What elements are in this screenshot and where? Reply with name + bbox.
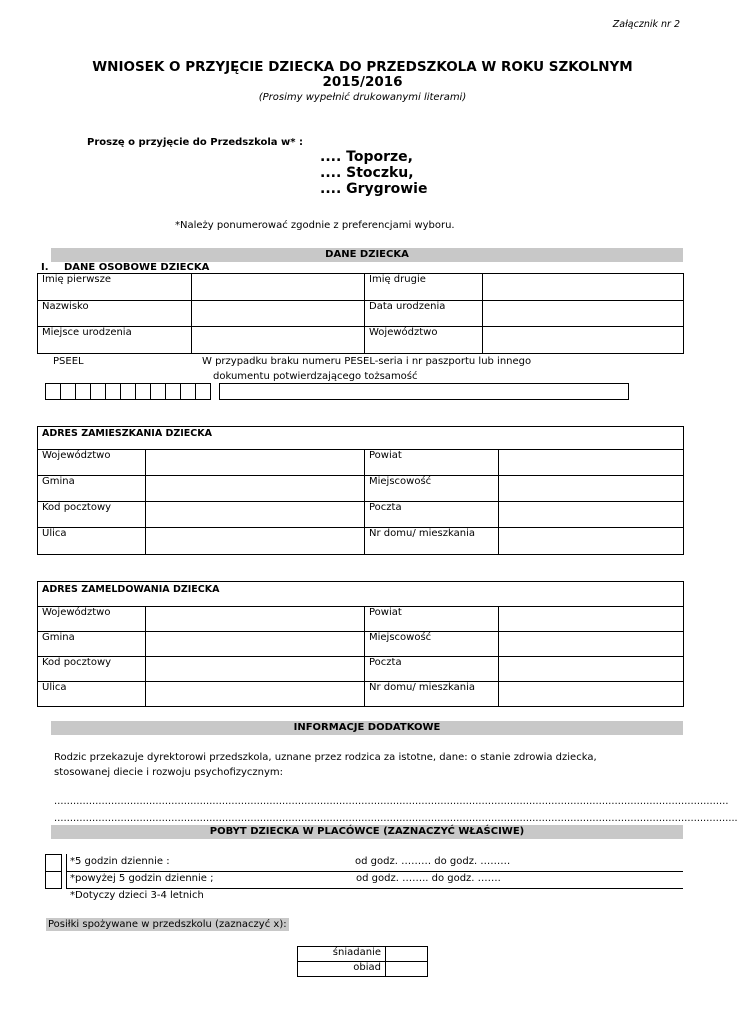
- registered-address-table: [37, 581, 684, 707]
- section-child-header: DANE DZIECKA: [51, 248, 683, 262]
- registered-county-input[interactable]: [499, 607, 684, 632]
- residence-post-office-input[interactable]: [499, 502, 684, 528]
- pesel-note-line2: dokumentu potwierdzającego tożsamość: [213, 371, 418, 382]
- form-title-line1: WNIOSEK O PRZYJĘCIE DZIECKA DO PRZEDSZKOLA W ROKU SZKOLNYM: [92, 59, 633, 75]
- field-label: Gmina: [38, 476, 146, 502]
- form-subtitle: (Prosimy wypełnić drukowanymi literami): [258, 92, 467, 103]
- registered-street-input[interactable]: [146, 682, 365, 707]
- field-label: Województwo: [38, 607, 146, 632]
- preschool-option[interactable]: .... Grygrowie: [320, 181, 428, 197]
- registered-voivodeship-input[interactable]: [146, 607, 365, 632]
- meal-label: śniadanie: [298, 947, 386, 962]
- pesel-label: PSEEL: [53, 356, 84, 367]
- preschool-option[interactable]: .... Stoczku,: [320, 165, 414, 181]
- section-additional-header: INFORMACJE DODATKOWE: [51, 721, 683, 735]
- first-name-input[interactable]: [192, 274, 365, 301]
- field-label: Poczta: [365, 502, 499, 528]
- additional-text-line1: Rodzic przekazuje dyrektorowi przedszkola, uznane przez rodzica za istotne, dane: o stanie zdrowia dziecka,: [54, 752, 597, 763]
- field-label: Miejscowość: [365, 632, 499, 657]
- registered-house-number-input[interactable]: [499, 682, 684, 707]
- pesel-digit-box[interactable]: [120, 383, 136, 400]
- meals-label: Posiłki spożywane w przedszkolu (zaznaczyć x):: [48, 919, 287, 930]
- preschool-option[interactable]: .... Toporze,: [320, 149, 413, 165]
- pesel-digit-box[interactable]: [105, 383, 121, 400]
- residence-county-input[interactable]: [499, 450, 684, 476]
- stay-row-divider: [66, 871, 683, 872]
- field-label: Imię drugie: [365, 274, 483, 301]
- breakfast-checkbox[interactable]: [386, 947, 428, 962]
- voivodeship-input[interactable]: [483, 327, 684, 354]
- field-label: Data urodzenia: [365, 301, 483, 327]
- second-name-input[interactable]: [483, 274, 684, 301]
- residence-house-number-input[interactable]: [499, 528, 684, 555]
- residence-commune-input[interactable]: [146, 476, 365, 502]
- request-label: Proszę o przyjęcie do Przedszkola w* :: [87, 137, 303, 148]
- stay-option-label: *5 godzin dziennie :: [70, 856, 170, 867]
- registered-address-heading: ADRES ZAMELDOWANIA DZIECKA: [38, 582, 684, 607]
- field-label: Gmina: [38, 632, 146, 657]
- additional-text-line2: stosowanej diecie i rozwoju psychofizycznym:: [54, 767, 284, 778]
- pesel-digit-box[interactable]: [165, 383, 181, 400]
- residence-locality-input[interactable]: [499, 476, 684, 502]
- field-label: Powiat: [365, 607, 499, 632]
- residence-voivodeship-input[interactable]: [146, 450, 365, 476]
- pesel-digit-box[interactable]: [45, 383, 61, 400]
- registered-locality-input[interactable]: [499, 632, 684, 657]
- meals-table: [297, 946, 428, 977]
- registered-commune-input[interactable]: [146, 632, 365, 657]
- surname-input[interactable]: [192, 301, 365, 327]
- personal-heading-number: I.: [41, 262, 49, 273]
- field-label: Województwo: [38, 450, 146, 476]
- form-title-line2: 2015/2016: [322, 74, 403, 90]
- registered-postal-code-input[interactable]: [146, 657, 365, 682]
- stay-note: *Dotyczy dzieci 3-4 letnich: [70, 890, 204, 901]
- meal-label: obiad: [298, 962, 386, 977]
- personal-heading: DANE OSOBOWE DZIECKA: [64, 262, 210, 273]
- field-label: Powiat: [365, 450, 499, 476]
- registered-post-office-input[interactable]: [499, 657, 684, 682]
- residence-postal-code-input[interactable]: [146, 502, 365, 528]
- birth-place-input[interactable]: [192, 327, 365, 354]
- field-label: Miejsce urodzenia: [38, 327, 192, 354]
- section-stay-header: POBYT DZIECKA W PLACÓWCE (ZAZNACZYĆ WŁAŚCIWE): [51, 825, 683, 839]
- field-label: Nr domu/ mieszkania: [365, 528, 499, 555]
- field-label: Ulica: [38, 682, 146, 707]
- pesel-digit-box[interactable]: [195, 383, 211, 400]
- residence-street-input[interactable]: [146, 528, 365, 555]
- residence-address-table: [37, 426, 684, 555]
- stay-5h-checkbox[interactable]: [45, 854, 62, 872]
- field-label: Województwo: [365, 327, 483, 354]
- field-label: Miejscowość: [365, 476, 499, 502]
- stay-option-hours[interactable]: od godz. …….. do godz. …….: [356, 873, 501, 884]
- additional-info-line[interactable]: ……………………………………………………………………………………………………………………………………………………………………………………………: [54, 796, 729, 807]
- stay-option-label: *powyżej 5 godzin dziennie ;: [70, 873, 214, 884]
- field-label: Kod pocztowy: [38, 657, 146, 682]
- additional-info-line[interactable]: …………………………………………………………………………………………………………………………………………………………………………………….………..: [54, 813, 738, 824]
- residence-address-heading: ADRES ZAMIESZKANIA DZIECKA: [38, 427, 684, 450]
- birth-date-input[interactable]: [483, 301, 684, 327]
- personal-data-table: [37, 273, 684, 354]
- field-label: Imię pierwsze: [38, 274, 192, 301]
- field-label: Ulica: [38, 528, 146, 555]
- passport-number-input[interactable]: [219, 383, 629, 400]
- pesel-digit-box[interactable]: [135, 383, 151, 400]
- pesel-note-line1: W przypadku braku numeru PESEL-seria i nr paszportu lub innego: [202, 356, 532, 367]
- field-label: Nr domu/ mieszkania: [365, 682, 499, 707]
- stay-option-hours[interactable]: od godz. ……… do godz. ………: [355, 856, 511, 867]
- field-label: Poczta: [365, 657, 499, 682]
- stay-row-divider: [66, 888, 683, 889]
- pesel-digit-box[interactable]: [60, 383, 76, 400]
- pesel-digit-box[interactable]: [180, 383, 196, 400]
- pesel-digit-box[interactable]: [150, 383, 166, 400]
- lunch-checkbox[interactable]: [386, 962, 428, 977]
- preference-note: *Należy ponumerować zgodnie z preferencjami wyboru.: [175, 220, 455, 231]
- pesel-digit-box[interactable]: [90, 383, 106, 400]
- field-label: Nazwisko: [38, 301, 192, 327]
- pesel-digit-box[interactable]: [75, 383, 91, 400]
- stay-over-5h-checkbox[interactable]: [45, 871, 62, 889]
- attachment-label: Załącznik nr 2: [612, 19, 680, 30]
- field-label: Kod pocztowy: [38, 502, 146, 528]
